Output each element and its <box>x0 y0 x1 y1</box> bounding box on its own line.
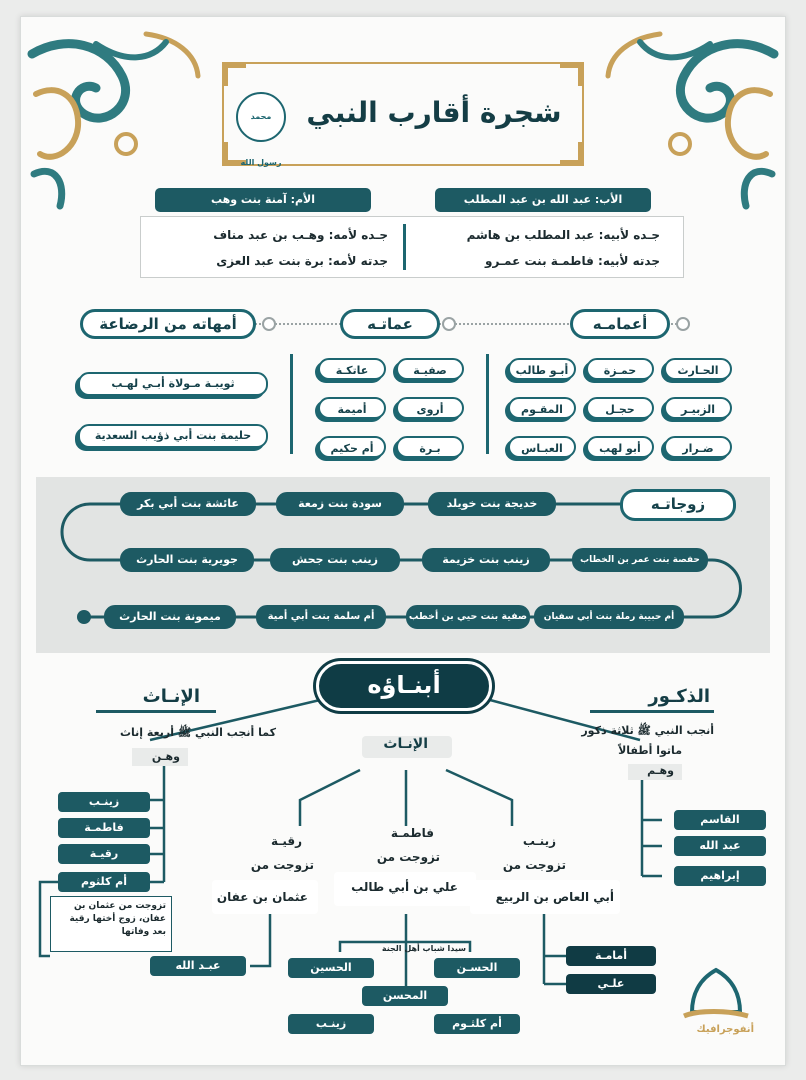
zainab-name: زينـب <box>522 834 556 848</box>
wife-item: حفصة بنت عمر بن الخطاب <box>572 548 708 572</box>
wife-item: جويرية بنت الحارث <box>120 548 254 572</box>
grandchild-item: زينـب <box>288 1014 374 1034</box>
uncle-item: العبـاس <box>508 436 576 458</box>
zainab-husband: أبي العاص بن الربيع <box>495 890 614 904</box>
males-they: وهـم <box>647 764 674 777</box>
daughter-item: أم كلثوم <box>58 872 150 892</box>
grandchild-item: الحسين <box>288 958 374 978</box>
aunt-item: عاتكـة <box>318 358 386 380</box>
seal-text: محمد رسول الله <box>240 112 282 167</box>
fatima-married: تزوجت من <box>376 850 440 864</box>
females-underline <box>96 710 216 713</box>
wives-title: زوجاتـه <box>620 489 736 521</box>
wife-item: سودة بنت زمعة <box>276 492 404 516</box>
mother-label: الأم: آمنة بنت وهب <box>155 188 371 212</box>
center-females-label: الإنـاث <box>383 736 428 752</box>
wife-item: ميمونة بنت الحارث <box>104 605 236 629</box>
ruqayya-name: رقيـة <box>270 834 302 848</box>
zainab-married: تزوجت من <box>502 858 566 872</box>
aunts-title: عماتـه <box>340 309 440 339</box>
father-grandmother: جدته لأبيه: فاطمـة بنت عمـرو <box>485 254 660 268</box>
uncle-item: الحـارث <box>664 358 732 380</box>
fatima-name: فاطمـة <box>390 826 434 840</box>
females-they: وهـن <box>151 750 180 763</box>
page-title: شجرة أقارب النبي <box>306 96 562 129</box>
uncle-item: ضـرار <box>664 436 732 458</box>
daughter-item: زينـب <box>58 792 150 812</box>
males-title: الذكـور <box>648 686 710 707</box>
females-title: الإنـاث <box>142 686 200 707</box>
males-desc2: ماتوا أطفالاً <box>618 744 682 757</box>
children-title: أبنـاؤه <box>316 661 492 711</box>
uncle-item: حمـزة <box>586 358 654 380</box>
aunt-item: صفيـة <box>396 358 464 380</box>
uncle-item: المقـوم <box>508 397 576 419</box>
son-item: عبد الله <box>674 836 766 856</box>
wife-item: أم سلمة بنت أبي أمية <box>256 605 386 629</box>
wife-item: زينب بنت خزيمة <box>422 548 550 572</box>
ruqayya-married: تزوجت من <box>250 858 314 872</box>
wife-item: أم حبيبة رملة بنت أبي سفيان <box>534 605 684 629</box>
aunt-item: أميمة <box>318 397 386 419</box>
uncle-item: حجـل <box>586 397 654 419</box>
daughter-item: رقيـة <box>58 844 150 864</box>
uncle-item: أبـو طالب <box>508 358 576 380</box>
fatima-husband: علي بن أبي طالب <box>351 880 458 894</box>
wife-item: زينب بنت جحش <box>270 548 400 572</box>
wife-item: عائشة بنت أبي بكر <box>120 492 256 516</box>
wife-item: خديجة بنت خويلد <box>428 492 556 516</box>
uncles-title: أعمامـه <box>570 309 670 339</box>
grandchild-item: عبـد الله <box>150 956 246 976</box>
grandchild-item: علـي <box>566 974 656 994</box>
mother-grandmother: جدته لأمه: برة بنت عبد العزى <box>216 254 388 268</box>
nurses-title: أمهاته من الرضاعة <box>80 309 256 339</box>
father-grandfather: جـده لأبيه: عبد المطلب بن هاشم <box>466 228 660 242</box>
mother-grandfather: جـده لأمه: وهـب بن عبد مناف <box>213 228 388 242</box>
ruqayya-husband: عثمان بن عفان <box>216 890 308 904</box>
wife-item: صفية بنت حيي بن أخطب <box>406 605 530 629</box>
aunt-item: أم حكيم <box>318 436 386 458</box>
nurse-item: ثويبـة مـولاة أبـي لهـب <box>78 372 268 396</box>
females-desc: كما أنجب النبي ﷺ أربعة إناث <box>119 726 276 739</box>
males-desc1: أنجب النبي ﷺ ثلاثة ذكور <box>581 724 714 737</box>
daughter-item: فاطمـة <box>58 818 150 838</box>
uncle-item: أبو لهب <box>586 436 654 458</box>
father-label: الأب: عبد الله بن عبد المطلب <box>435 188 651 212</box>
umm-kulthum-note: تزوجت من عثمان بن عفان، زوج أختها رقية بعد وفاتها <box>50 896 172 952</box>
nurse-item: حليمة بنت أبي ذؤيب السعدية <box>78 424 268 448</box>
grandchild-item: الحسـن <box>434 958 520 978</box>
grandchild-item: أمامـة <box>566 946 656 966</box>
aunt-item: أروى <box>396 397 464 419</box>
fatima-youth-note: سيدا شباب أهل الجنة <box>381 944 466 953</box>
son-item: القاسم <box>674 810 766 830</box>
aunt-item: بـرة <box>396 436 464 458</box>
uncle-item: الزبيـر <box>664 397 732 419</box>
males-underline <box>590 710 714 713</box>
brand-text: أنفوجرافيك <box>696 1024 754 1035</box>
son-item: إبراهيم <box>674 866 766 886</box>
grandchild-item: أم كلثـوم <box>434 1014 520 1034</box>
grandchild-item: المحسن <box>362 986 448 1006</box>
